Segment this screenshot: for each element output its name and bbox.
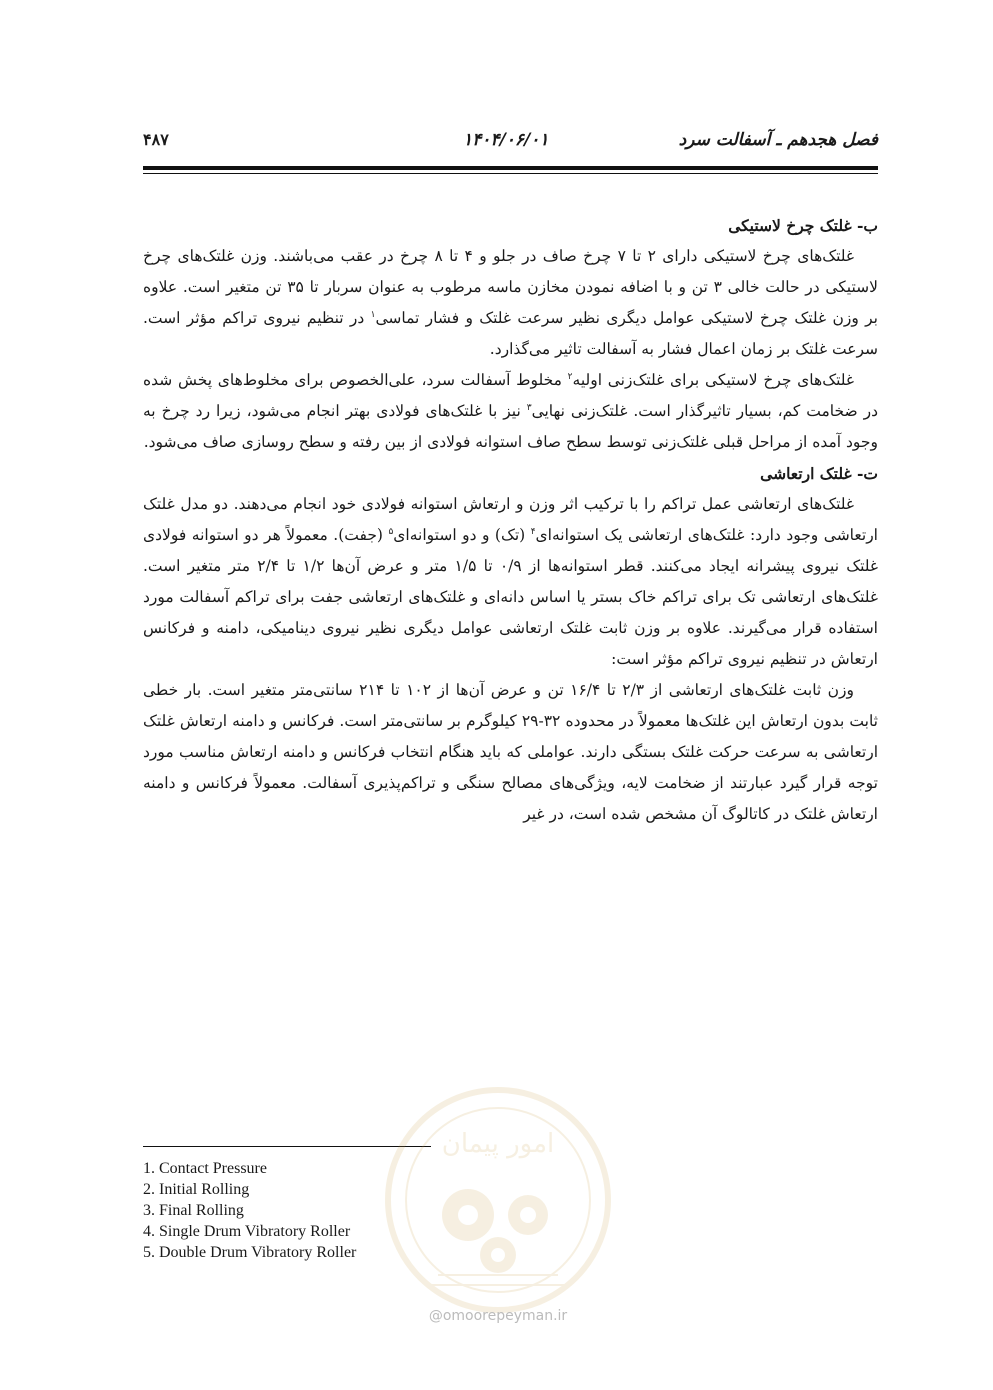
section-b-heading: ب- غلتک چرخ لاستیکی	[728, 216, 878, 235]
section-t-paragraph-1	[143, 489, 878, 675]
header-rule-thin	[143, 173, 878, 174]
footnote-ref-1: ۱	[370, 309, 376, 320]
footnote-2: 2. Initial Rolling	[143, 1181, 250, 1198]
footnote-4: 4. Single Drum Vibratory Roller	[143, 1223, 351, 1240]
section-b-paragraph-1	[143, 241, 878, 365]
footnote-5: 5. Double Drum Vibratory Roller	[143, 1244, 357, 1261]
footnote-1: 1. Contact Pressure	[143, 1160, 267, 1177]
header-date: ۱۴۰۴/۰۶/۰۱	[463, 130, 549, 150]
section-b-paragraph-2	[143, 365, 878, 458]
page-number: ۴۸۷	[143, 130, 169, 149]
text-run: نیز با غلتک‌های فولادی بهتر انجام می‌شود، زیرا رد چرخ به وجود آمده از مراحل قبلی غلتک‌زنی توسط سطح صاف استوانه فولادی از بین رفته و سطح روسازی صاف می‌شود.	[143, 402, 878, 451]
body-text	[143, 210, 878, 830]
text-run: غلتک‌های چرخ لاستیکی دارای ۲ تا ۷ چرخ صاف در جلو و ۴ تا ۸ چرخ در عقب می‌باشند. وزن غلتک‌های چرخ لاستیکی در حالت خالی ۳ تن و با اضافه نمودن مخازن ماسه مرطوب به عنوان سربار تا ۳۵ تن متغیر است. علاوه بر وزن غلتک چرخ لاستیکی عوامل دیگری نظیر سرعت غلتک و فشار تماسی	[143, 247, 878, 327]
section-t-paragraph-2: وزن ثابت غلتک‌های ارتعاشی از ۲/۳ تا ۱۶/۴ تن و عرض آن‌ها از ۱۰۲ تا ۲۱۴ سانتی‌متر متغیر است. بار خطی ثابت بدون ارتعاش این غلتک‌ها معمولاً در محدوده ۳۲-۲۹ کیلوگرم بر سانتی‌متر است. فرکانس و دامنه ارتعاش غلتک ارتعاشی به سرعت حرکت غلتک بستگی دارند. عواملی که باید هنگام انتخاب فرکانس و دامنه ارتعاش مناسب مورد توجه قرار گیرد عبارتند از ضخامت لایه، ویژگی‌های مصالح سنگی و تراکم‌پذیری آسفالت. معمولاً فرکانس و دامنه ارتعاش غلتک در کاتالوگ آن مشخص شده است، در غیر	[143, 681, 878, 823]
section-t-heading: ت- غلتک ارتعاشی	[760, 464, 878, 483]
watermark-url: @omoorepeyman.ir	[428, 1308, 568, 1324]
footnote-ref-2: ۲	[567, 371, 573, 382]
chapter-title: فصل هجدهم ـ آسفالت سرد	[678, 130, 878, 150]
header-rule-thick	[143, 166, 878, 170]
text-run: در تنظیم نیروی تراکم مؤثر است. سرعت غلتک بر زمان اعمال فشار به آسفالت تاثیر می‌گذارد.	[143, 309, 878, 358]
footnote-3: 3. Final Rolling	[143, 1202, 244, 1219]
text-run: مخلوط آسفالت سرد، علی‌الخصوص برای مخلوط‌های پخش شده در ضخامت کم، بسیار تاثیرگذار است. غلتک‌زنی نهایی	[143, 371, 878, 420]
footnote-ref-3: ۳	[526, 402, 532, 413]
text-run: غلتک‌های چرخ لاستیکی برای غلتک‌زنی اولیه	[572, 371, 854, 389]
text-run: غلتک‌های ارتعاشی عمل تراکم را با ترکیب اثر وزن و ارتعاش استوانه فولادی خود انجام می‌دهند. دو مدل غلتک ارتعاشی وجود دارد: غلتک‌های ارتعاشی یک استوانه‌ای	[143, 495, 878, 544]
seal-lettering: امور پیمان	[441, 1129, 555, 1159]
running-header	[143, 130, 878, 154]
footnote-ref-5: ۵	[388, 526, 394, 537]
footnotes	[143, 1158, 356, 1263]
text-run: (تک) و دو استوانه‌ای	[393, 526, 531, 544]
footnote-ref-4: ۴	[530, 526, 536, 537]
text-run: (جفت). معمولاً هر دو استوانه فولادی غلتک نیروی پیشرانه ایجاد می‌کنند. قطر استوانه‌ها از ۰/۹ تا ۱/۵ متر و عرض آن‌ها ۱/۲ تا ۲/۴ متر متغیر است. غلتک‌های ارتعاشی تک برای تراکم خاک بستر یا اساس دانه‌ای و غلتک‌های ارتعاشی جفت برای تراکم آسفالت مورد استفاده قرار می‌گیرند. علاوه بر وزن ثابت غلتک ارتعاشی عوامل دیگری نظیر نیروی دینامیکی، دامنه و فرکانس ارتعاش در تنظیم نیروی تراکم مؤثر است:	[143, 526, 879, 668]
cogwheel-seal-icon	[378, 1080, 618, 1320]
